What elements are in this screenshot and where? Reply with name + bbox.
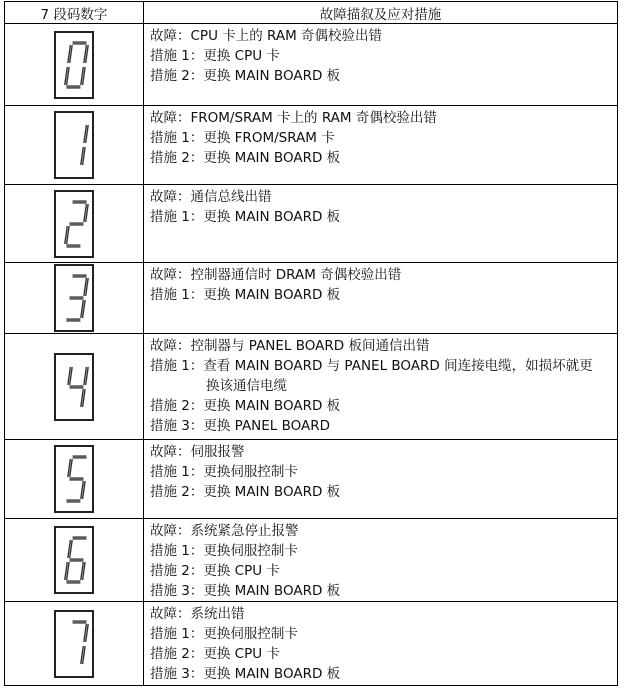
digit-icon (56, 33, 92, 97)
measure-line: 措施 1：更换 CPU 卡 (150, 48, 280, 64)
fault-line: 故障：系统出错 (150, 606, 245, 622)
table-row (5, 24, 618, 106)
fault-line: 故障：控制器通信时 DRAM 奇偶校验出错 (150, 267, 402, 283)
description-cell (144, 519, 618, 602)
seven-segment-display (54, 190, 94, 258)
description-cell (144, 24, 618, 106)
fault-line: 故障：控制器与 PANEL BOARD 板间通信出错 (150, 338, 430, 354)
digit-icon (56, 528, 92, 592)
measure-line: 措施 3：更换 PANEL BOARD (150, 418, 331, 434)
digit-cell (5, 602, 144, 686)
table-row (5, 602, 618, 686)
measure-line: 措施 1：更换伺服控制卡 (150, 626, 298, 642)
digit-cell (5, 185, 144, 263)
measure-line: 措施 1：更换伺服控制卡 (150, 464, 298, 480)
seven-segment-display (54, 264, 94, 332)
measure-line: 措施 2：更换 CPU 卡 (150, 563, 280, 579)
table-row (5, 106, 618, 185)
digit-icon (56, 266, 92, 330)
fault-line: 故障：FROM/SRAM 卡上的 RAM 奇偶校验出错 (150, 110, 437, 126)
fault-line: 故障：系统紧急停止报警 (150, 523, 299, 539)
measure-line: 措施 1：查看 MAIN BOARD 与 PANEL BOARD 间连接电缆，如损坏就更 (150, 358, 593, 374)
digit-icon (56, 192, 92, 256)
measure-line: 措施 2：更换 MAIN BOARD 板 (150, 398, 341, 414)
measure-line: 措施 2：更换 CPU 卡 (150, 646, 280, 662)
digit-icon (56, 612, 92, 676)
fault-line: 故障：伺服报警 (150, 444, 245, 460)
table-row (5, 263, 618, 334)
digit-cell (5, 106, 144, 185)
header-description: 故障描叙及应对措施 (144, 2, 618, 24)
digit-icon (56, 447, 92, 511)
table-row (5, 334, 618, 440)
digit-icon (56, 355, 92, 419)
measure-line: 措施 2：更换 MAIN BOARD 板 (150, 484, 341, 500)
seven-segment-display (54, 610, 94, 678)
table-row (5, 440, 618, 519)
digit-cell (5, 24, 144, 106)
description-cell (144, 263, 618, 334)
digit-cell (5, 440, 144, 519)
header-row (5, 2, 618, 24)
seven-segment-display (54, 111, 94, 179)
measure-line: 措施 3：更换 MAIN BOARD 板 (150, 583, 341, 599)
description-cell (144, 440, 618, 519)
description-cell (144, 106, 618, 185)
measure-line: 措施 1：更换 MAIN BOARD 板 (150, 287, 341, 303)
description-cell (144, 602, 618, 686)
description-cell (144, 334, 618, 440)
seven-segment-display (54, 526, 94, 594)
fault-table (4, 1, 618, 686)
table-row (5, 519, 618, 602)
digit-icon (56, 113, 92, 177)
seven-segment-display (54, 445, 94, 513)
measure-line: 措施 1：更换 MAIN BOARD 板 (150, 209, 341, 225)
description-cell (144, 185, 618, 263)
seven-segment-display (54, 31, 94, 99)
measure-line: 措施 2：更换 MAIN BOARD 板 (150, 150, 341, 166)
digit-cell (5, 334, 144, 440)
measure-line: 措施 3：更换 MAIN BOARD 板 (150, 666, 341, 682)
seven-segment-display (54, 353, 94, 421)
measure-line-continued: 换该通信电缆 (206, 378, 287, 394)
digit-cell (5, 519, 144, 602)
fault-line: 故障：CPU 卡上的 RAM 奇偶校验出错 (150, 28, 383, 44)
table-row (5, 185, 618, 263)
digit-cell (5, 263, 144, 334)
fault-line: 故障：通信总线出错 (150, 189, 272, 205)
measure-line: 措施 1：更换 FROM/SRAM 卡 (150, 130, 335, 146)
header-digit: 7 段码数字 (5, 2, 144, 24)
measure-line: 措施 2：更换 MAIN BOARD 板 (150, 68, 341, 84)
measure-line: 措施 1：更换伺服控制卡 (150, 543, 298, 559)
